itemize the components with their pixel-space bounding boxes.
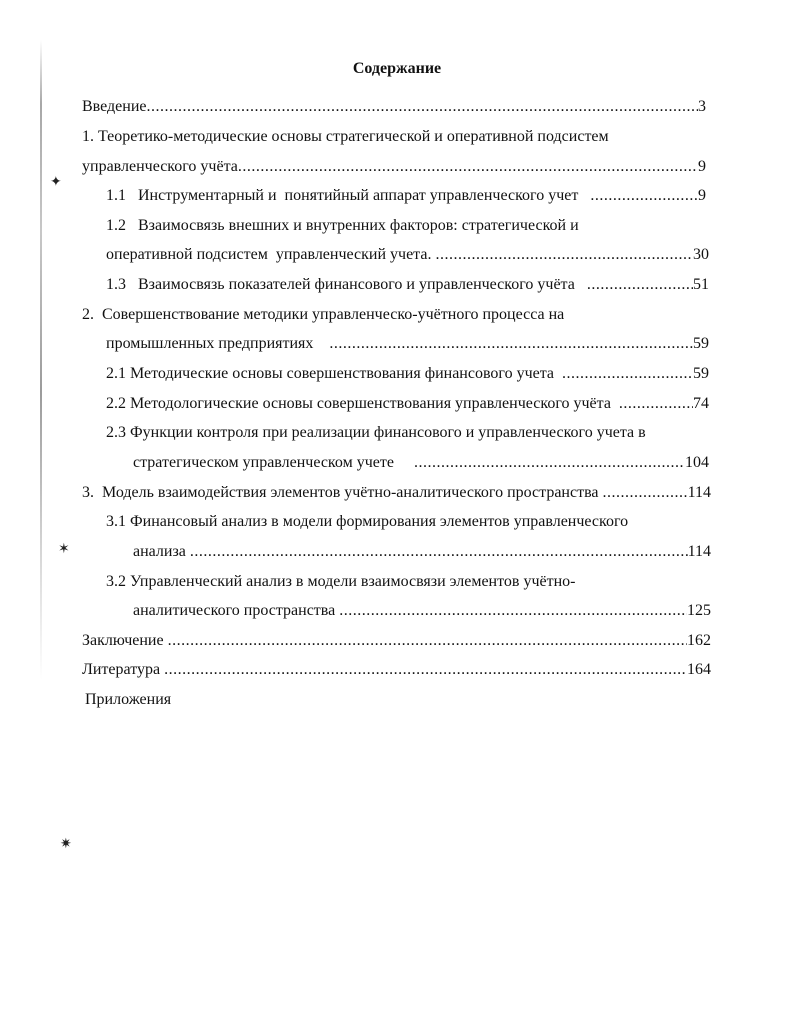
toc-entry[interactable] (133, 542, 711, 562)
toc-entry-page: 9 (698, 187, 706, 204)
toc-entry-number: 1.1 (106, 187, 126, 204)
toc-entry[interactable] (82, 157, 706, 177)
toc-entry-line[interactable] (82, 305, 564, 325)
toc-entry-page: 9 (698, 158, 706, 175)
dot-leader (587, 275, 693, 295)
toc-entry-label: управленческого учёта (82, 158, 238, 175)
toc-entry-page: 104 (685, 454, 709, 471)
dot-leader (329, 334, 693, 354)
dot-leader (435, 245, 693, 265)
scan-mark: ✷ (60, 837, 72, 852)
toc-entry[interactable] (106, 186, 706, 206)
toc-entry[interactable] (106, 245, 709, 265)
toc-entry-label: 2.1 Методические основы совершенствования финансового учета (106, 365, 555, 382)
toc-entry-label: 3. Модель взаимодействия элементов учётно-аналитического пространства (82, 484, 599, 501)
dot-leader (168, 631, 687, 651)
toc-entry[interactable] (106, 364, 709, 384)
dot-leader (414, 453, 685, 473)
toc-entry-label: Литература (82, 661, 161, 678)
toc-entry-label: Взаимосвязь показателей финансового и управленческого учёта (138, 276, 575, 293)
toc-entry-number: 1.2 (106, 217, 126, 234)
toc-entry-page: 74 (693, 395, 709, 412)
toc-entry-page: 164 (687, 661, 711, 678)
toc-title: Содержание (352, 60, 442, 77)
toc-entry-line[interactable] (106, 423, 646, 443)
toc-entry-label: 2. Совершенствование методики управленческо-учётного процесса на (82, 306, 565, 323)
toc-entry-page: 51 (693, 276, 709, 293)
dot-leader (619, 394, 693, 414)
toc-entry-label: Приложения (85, 691, 172, 708)
toc-entry-page: 162 (687, 632, 711, 649)
toc-entry-label: 2.3 Функции контроля при реализации финансового и управленческого учета в (106, 424, 646, 441)
toc-entry[interactable] (106, 334, 709, 354)
toc-entry-line[interactable] (82, 127, 609, 147)
toc-entry-page: 114 (687, 484, 711, 501)
toc-entry-label: 3.2 Управленческий анализ в модели взаимосвязи элементов учётно- (106, 573, 576, 590)
toc-entry-page: 59 (693, 365, 709, 382)
toc-entry[interactable] (106, 394, 709, 414)
toc-entry[interactable] (106, 275, 709, 295)
toc-entry-page: 59 (693, 335, 709, 352)
toc-entry-label: Инструментарный и понятийный аппарат управленческого учет (138, 187, 579, 204)
toc-entry[interactable] (82, 631, 711, 651)
toc-entry[interactable] (133, 453, 709, 473)
toc-entry-line[interactable] (106, 512, 628, 532)
toc-entry[interactable] (82, 660, 711, 680)
scan-edge (40, 40, 42, 680)
dot-leader (590, 186, 698, 206)
toc-entry[interactable] (82, 97, 706, 117)
dot-leader (238, 157, 698, 177)
toc-entry-number: 1.3 (106, 276, 126, 293)
toc-entry-label: 3.1 Финансовый анализ в модели формирования элементов управленческого (106, 513, 629, 530)
toc-entry[interactable] (82, 483, 711, 503)
toc-entry-page: 3 (698, 98, 706, 115)
toc-entry-label: анализа (133, 543, 186, 560)
dot-leader (190, 542, 688, 562)
toc-entry-line[interactable] (106, 216, 579, 236)
toc-entry-page: 30 (693, 246, 709, 263)
toc-entry-label: Введение (82, 98, 147, 115)
dot-leader (164, 660, 687, 680)
toc-entry-label: 2.2 Методологические основы совершенствования управленческого учёта (106, 395, 611, 412)
toc-entry-page: 114 (687, 543, 711, 560)
toc-entry[interactable] (85, 690, 171, 710)
toc-entry-line[interactable] (106, 572, 575, 592)
toc-entry-label: промышленных предприятиях (106, 335, 314, 352)
scan-mark: ✦ (50, 175, 62, 190)
dot-leader (603, 483, 688, 503)
dot-leader (562, 364, 693, 384)
scan-mark: ✶ (58, 542, 70, 557)
dot-leader (147, 97, 699, 117)
toc-entry-label: Взаимосвязь внешних и внутренних факторов: стратегической и (138, 217, 579, 234)
toc-entry-label: Заключение (82, 632, 164, 649)
toc-entry[interactable] (133, 601, 711, 621)
toc-entry-label: оперативной подсистем управленческий учета. (106, 246, 432, 263)
toc-entry-label: аналитического пространства (133, 602, 336, 619)
toc-entry-label: 1. Теоретико-методические основы стратегической и оперативной подсистем (82, 128, 609, 145)
toc-entry-page: 125 (687, 602, 711, 619)
dot-leader (339, 601, 687, 621)
toc-entry-label: стратегическом управленческом учете (133, 454, 394, 471)
